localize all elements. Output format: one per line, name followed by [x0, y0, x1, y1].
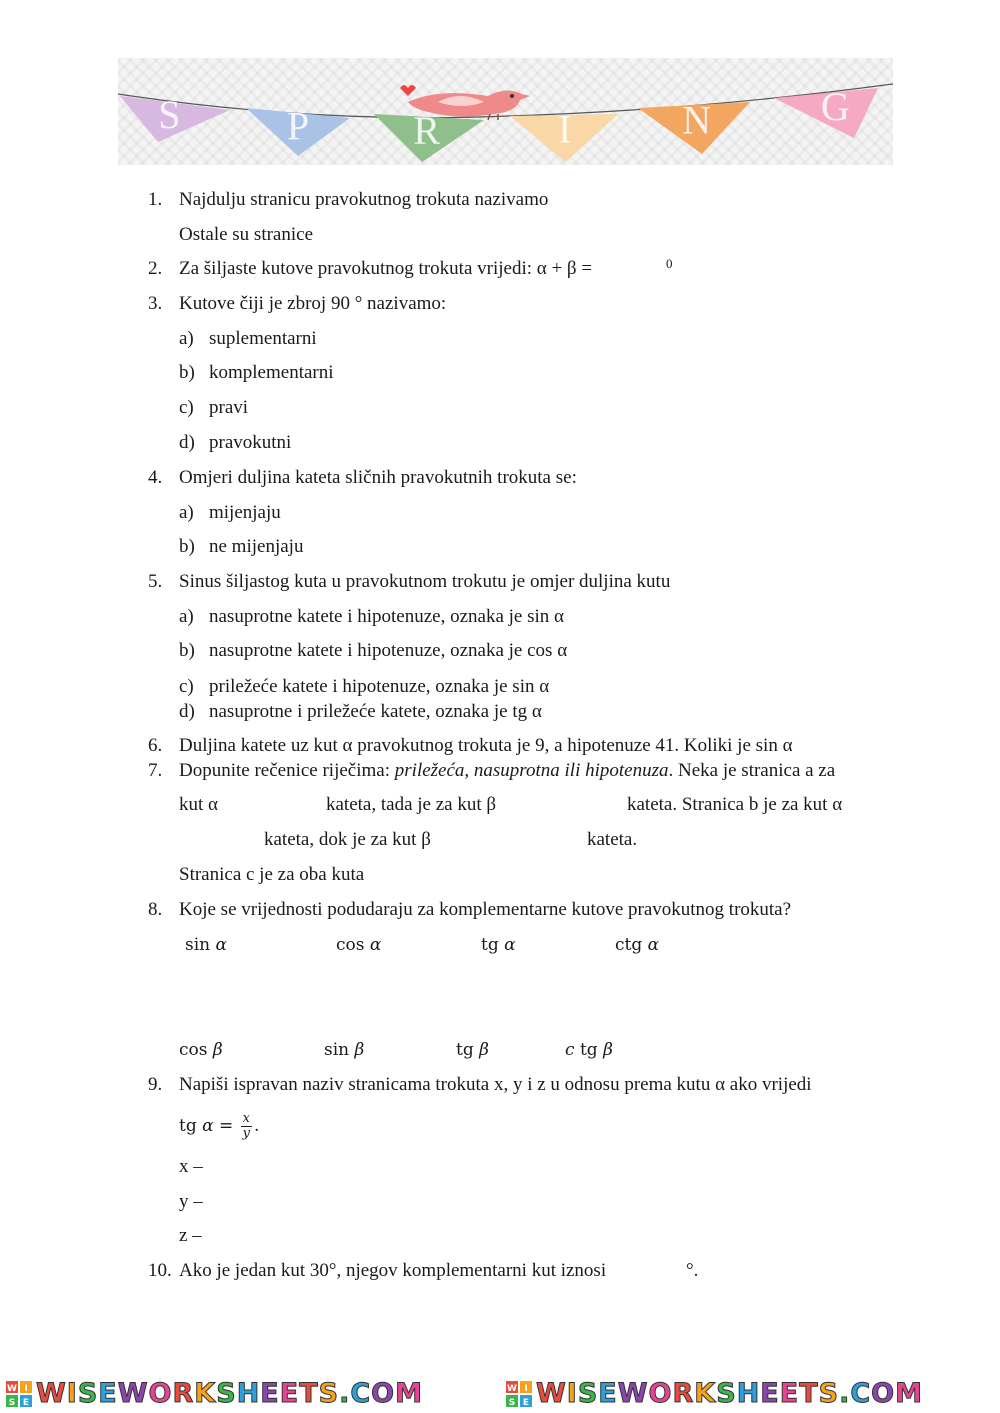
- wordmark-letter: K: [694, 1378, 717, 1409]
- svg-text:W: W: [507, 1384, 517, 1394]
- wordmark-letter: E: [760, 1378, 780, 1409]
- q8-bottom-item[interactable]: c tg β: [565, 1040, 613, 1060]
- svg-text:W: W: [7, 1384, 17, 1394]
- bunting-letter: S: [158, 92, 181, 137]
- q4-option-label: a): [179, 502, 194, 523]
- wordmark-letter: E: [598, 1378, 618, 1409]
- wordmark-letter: C: [350, 1378, 372, 1409]
- wordmark-letter: S: [716, 1378, 737, 1409]
- q8-bottom-item[interactable]: tg β: [456, 1040, 489, 1060]
- q7-number: 7.: [148, 760, 163, 781]
- q3-option-text[interactable]: suplementarni: [209, 328, 317, 349]
- q1-number: 1.: [148, 189, 163, 210]
- q5-option-text[interactable]: nasuprotne i priležeće katete, oznaka je tg α: [209, 701, 542, 722]
- wiseworksheets-wordmark: [36, 1378, 423, 1409]
- wordmark-letter: H: [236, 1378, 261, 1409]
- wordmark-letter: .: [839, 1378, 851, 1409]
- q7-line2-b: kateta, tada je za kut β: [326, 794, 497, 815]
- q5-option-label: c): [179, 676, 194, 697]
- q9-fraction: $\frac{x}{y}$: [242, 1111, 251, 1141]
- wiseworksheets-logo-icon: [6, 1381, 32, 1407]
- q5-option-text[interactable]: priležeće katete i hipotenuze, oznaka je sin α: [209, 676, 550, 697]
- q8-top-item[interactable]: cos α: [336, 935, 382, 955]
- svg-text:E: E: [22, 1398, 30, 1407]
- q5-option-text[interactable]: nasuprotne katete i hipotenuze, oznaka je sin α: [209, 606, 564, 627]
- q9-item-y: y –: [179, 1191, 203, 1212]
- q3-option-label: c): [179, 397, 194, 418]
- wordmark-letter: T: [299, 1378, 319, 1409]
- wordmark-letter: H: [736, 1378, 761, 1409]
- wordmark-letter: O: [148, 1378, 173, 1409]
- wordmark-letter: I: [566, 1378, 578, 1409]
- q7-line2-c: kateta. Stranica b je za kut α: [627, 794, 843, 815]
- wordmark-letter: E: [779, 1378, 800, 1409]
- wordmark-letter: E: [260, 1378, 280, 1409]
- bunting-flags-icon: [118, 58, 893, 165]
- wordmark-letter: S: [216, 1378, 237, 1409]
- q2-degree-superscript: 0: [666, 256, 673, 271]
- q9-text: Napiši ispravan naziv stranicama trokuta x, y i z u odnosu prema kutu α ako vrijedi: [179, 1074, 812, 1095]
- q9-number: 9.: [148, 1074, 163, 1095]
- wordmark-letter: R: [172, 1378, 195, 1409]
- wordmark-letter: S: [818, 1378, 840, 1409]
- wordmark-letter: K: [194, 1378, 217, 1409]
- q7-word-choices: priležeća, nasuprotna ili hipotenuza: [394, 760, 669, 781]
- q7-line3-b: kateta.: [587, 829, 638, 850]
- q8-top-item[interactable]: ctg α: [615, 935, 660, 955]
- q3-option-text[interactable]: pravi: [209, 397, 249, 418]
- q6-number: 6.: [148, 735, 163, 756]
- svg-text:E: E: [522, 1398, 530, 1407]
- wiseworksheets-wordmark: [536, 1378, 923, 1409]
- wordmark-letter: I: [66, 1378, 78, 1409]
- bunting-letter: G: [820, 84, 850, 129]
- q10-text: Ako je jedan kut 30°, njegov komplementarni kut iznosi: [179, 1260, 607, 1281]
- q3-option-text[interactable]: komplementarni: [209, 362, 334, 383]
- q10-degree-tail: °.: [686, 1260, 699, 1281]
- q5-option-label: b): [179, 640, 195, 661]
- q5-number: 5.: [148, 571, 163, 592]
- q1-line2: Ostale su stranice: [179, 224, 314, 245]
- wordmark-letter: O: [371, 1378, 396, 1409]
- footer-watermark: [0, 1372, 1000, 1413]
- wordmark-letter: R: [672, 1378, 695, 1409]
- wordmark-letter: W: [617, 1378, 649, 1409]
- q8-top-item[interactable]: sin α: [185, 935, 228, 955]
- q3-number: 3.: [148, 293, 163, 314]
- q4-option-label: b): [179, 536, 195, 557]
- q2-text: Za šiljaste kutove pravokutnog trokuta vrijedi: α + β =: [179, 258, 593, 279]
- q8-bottom-item[interactable]: sin β: [324, 1040, 365, 1060]
- q10-number: 10.: [148, 1260, 172, 1281]
- q4-number: 4.: [148, 467, 163, 488]
- q3-option-label: d): [179, 432, 195, 453]
- q9-item-z: z –: [179, 1225, 202, 1246]
- q4-option-text[interactable]: ne mijenjaju: [209, 536, 304, 557]
- svg-text:I: I: [524, 1384, 528, 1394]
- q5-option-text[interactable]: nasuprotne katete i hipotenuze, oznaka je cos α: [209, 640, 568, 661]
- wordmark-letter: W: [36, 1378, 67, 1409]
- wordmark-letter: W: [117, 1378, 149, 1409]
- q9-item-x: x –: [179, 1156, 203, 1177]
- svg-text:I: I: [24, 1384, 28, 1394]
- svg-text:S: S: [508, 1398, 516, 1407]
- q7-line2-a: kut α: [179, 794, 218, 815]
- q1-text: Najdulju stranicu pravokutnog trokuta nazivamo: [179, 189, 549, 210]
- bunting-letter: I: [558, 106, 572, 152]
- wordmark-letter: E: [279, 1378, 300, 1409]
- q3-option-label: a): [179, 328, 194, 349]
- q5-option-label: d): [179, 701, 195, 722]
- wordmark-letter: S: [77, 1378, 99, 1409]
- wiseworksheets-logo-icon: [506, 1381, 532, 1407]
- wordmark-letter: O: [648, 1378, 673, 1409]
- q8-bottom-item[interactable]: cos β: [179, 1040, 223, 1060]
- q4-text: Omjeri duljina kateta sličnih pravokutnih trokuta se:: [179, 467, 577, 488]
- q4-option-text[interactable]: mijenjaju: [209, 502, 281, 523]
- bunting-letter: N: [682, 97, 712, 143]
- bunting-letter: P: [286, 103, 310, 149]
- wordmark-letter: S: [577, 1378, 599, 1409]
- wordmark-letter: E: [98, 1378, 118, 1409]
- q7-line4: Stranica c je za oba kuta: [179, 864, 365, 885]
- q7-text: [179, 760, 835, 782]
- wordmark-letter: .: [339, 1378, 351, 1409]
- wordmark-letter: W: [536, 1378, 567, 1409]
- q6-text: Duljina katete uz kut α pravokutnog trokuta je 9, a hipotenuze 41. Koliki je sin α: [179, 735, 793, 756]
- q9-formula: tg α = $\frac{x}{y}$ .: [179, 1111, 260, 1141]
- q8-number: 8.: [148, 899, 163, 920]
- wordmark-letter: T: [799, 1378, 819, 1409]
- q2-number: 2.: [148, 258, 163, 279]
- wordmark-letter: M: [395, 1378, 423, 1409]
- wordmark-letter: M: [895, 1378, 923, 1409]
- q7-line3-a: kateta, dok je za kut β: [264, 829, 431, 850]
- q3-option-text[interactable]: pravokutni: [209, 432, 292, 453]
- spring-banner: [118, 58, 893, 165]
- q8-text: Koje se vrijednosti podudaraju za komplementarne kutove pravokutnog trokuta?: [179, 899, 792, 920]
- q3-option-label: b): [179, 362, 195, 383]
- q5-option-label: a): [179, 606, 194, 627]
- q3-text: Kutove čiji je zbroj 90 ° nazivamo:: [179, 293, 447, 314]
- q5-text: Sinus šiljastog kuta u pravokutnom trokutu je omjer duljina kutu: [179, 571, 671, 592]
- q8-top-item[interactable]: tg α: [481, 935, 516, 955]
- wordmark-letter: S: [318, 1378, 340, 1409]
- wordmark-letter: C: [850, 1378, 872, 1409]
- q7-suffix: . Neka je stranica a za: [668, 760, 836, 781]
- wordmark-letter: O: [871, 1378, 896, 1409]
- svg-text:S: S: [8, 1398, 16, 1407]
- q7-prefix: Dopunite rečenice riječima:: [179, 760, 395, 781]
- bunting-letter: R: [413, 108, 441, 153]
